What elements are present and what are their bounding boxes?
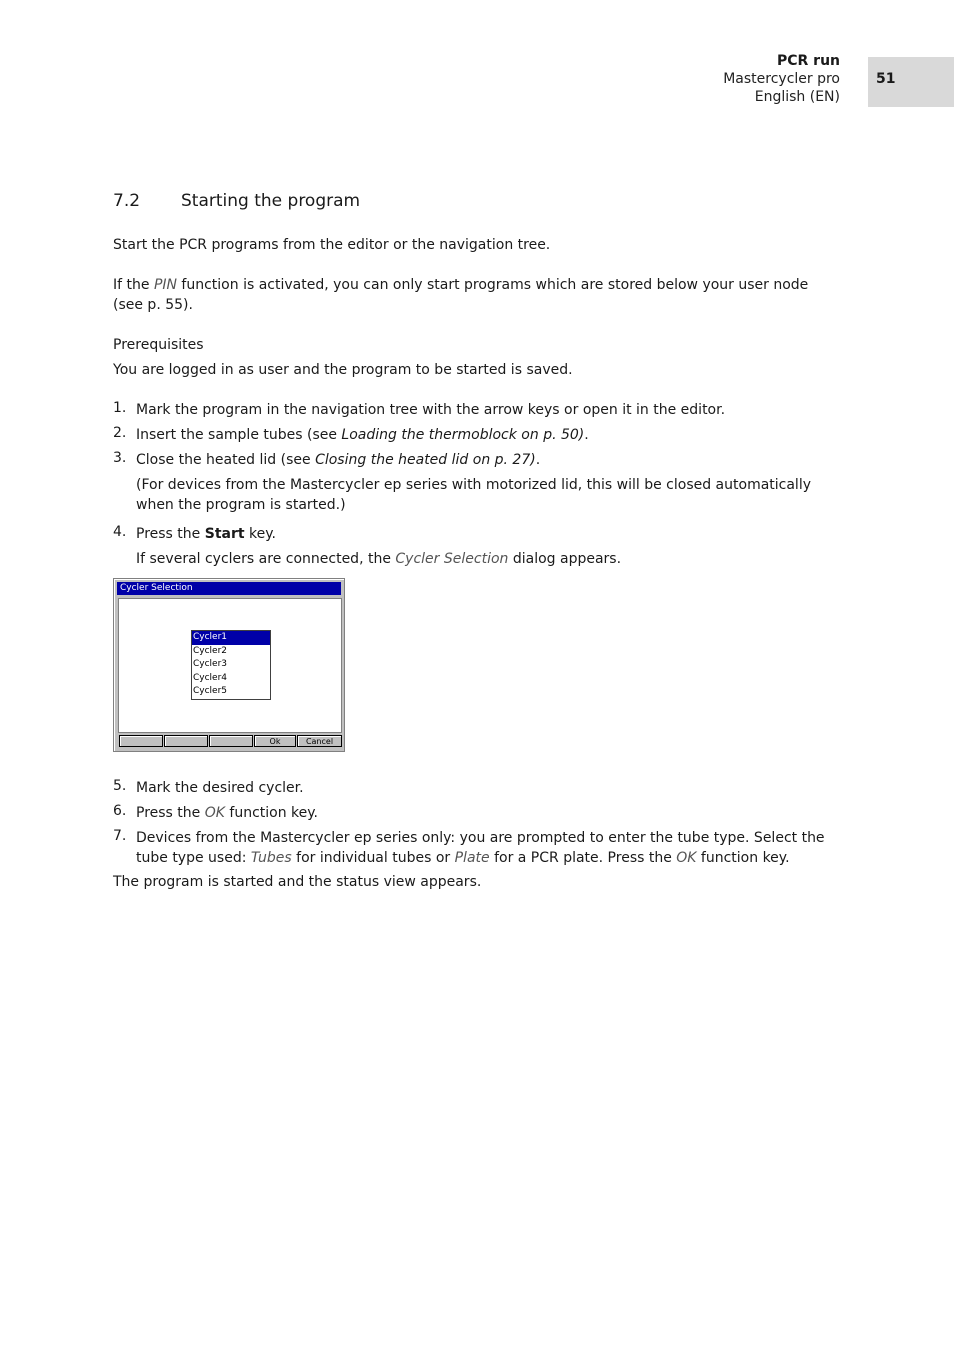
step-7-post: function key.	[696, 850, 790, 866]
cycler-list-item[interactable]: Cycler3	[193, 659, 228, 670]
cancel-button[interactable]: Cancel	[297, 735, 342, 747]
cycler-list-item[interactable]: Cycler1	[192, 631, 270, 645]
cycler-selection-term: Cycler Selection	[395, 551, 509, 567]
header-language: English (EN)	[754, 89, 840, 105]
header-product: Mastercycler pro	[723, 71, 840, 87]
cycler-list-item[interactable]: Cycler4	[193, 672, 228, 683]
step-4-text	[136, 524, 836, 544]
step-3-note: (For devices from the Mastercycler ep series with motorized lid, this will be closed automatically when the program is started.)	[136, 477, 812, 513]
ok-term: OK	[204, 805, 225, 821]
dialog-body	[118, 598, 342, 733]
step-1-number: 1.	[113, 400, 127, 416]
step-7-number: 7.	[113, 828, 127, 844]
step-7-text	[136, 828, 836, 868]
step-2-number: 2.	[113, 425, 127, 441]
cycler-list-item[interactable]: Cycler2	[193, 645, 228, 656]
step-3-post: .	[535, 452, 541, 468]
function-key-1[interactable]	[119, 735, 163, 747]
step-3-text	[136, 450, 836, 470]
plate-term: Plate	[454, 850, 490, 866]
page-number: 51	[876, 71, 896, 87]
step-6-pre: Press the	[136, 805, 205, 821]
section-number: 7.2	[113, 191, 141, 211]
step-3-number: 3.	[113, 450, 127, 466]
step-4-sub-post: dialog appears.	[508, 551, 622, 567]
step-4-pre: Press the	[136, 526, 205, 542]
step-3-link[interactable]: Closing the heated lid on p. 27)	[315, 452, 536, 468]
step-4-sub-pre: If several cyclers are connected, the	[136, 551, 396, 567]
header-chapter: PCR run	[776, 53, 840, 69]
step-7-mid2: for a PCR plate. Press the	[489, 850, 677, 866]
tubes-term: Tubes	[250, 850, 292, 866]
step-6-post: function key.	[224, 805, 318, 821]
pin-note-pre: If the	[113, 277, 154, 293]
function-key-2[interactable]	[164, 735, 208, 747]
intro-text: Start the PCR programs from the editor or the navigation tree.	[113, 237, 551, 253]
step-6-number: 6.	[113, 803, 127, 819]
cycler-selection-dialog	[113, 578, 345, 752]
pin-note-post: function is activated, you can only start programs which are stored below your user node (see p. 55).	[113, 277, 809, 313]
step-4-subtext	[136, 549, 836, 569]
step-6-text	[136, 803, 836, 823]
result-text: The program is started and the status view appears.	[113, 874, 482, 890]
step-7-pre: Devices from the Mastercycler ep series only: you are prompted to enter the tube type. Select the tube type used:	[136, 830, 825, 866]
prereq-heading: Prerequisites	[113, 337, 204, 353]
function-key-bar	[119, 735, 343, 748]
dialog-title-bar: Cycler Selection	[117, 582, 341, 595]
cycler-list[interactable]	[191, 630, 271, 700]
step-4-number: 4.	[113, 524, 127, 540]
step-4-post: key.	[244, 526, 276, 542]
step-1-text: Mark the program in the navigation tree with the arrow keys or open it in the editor.	[136, 402, 726, 418]
step-2-pre: Insert the sample tubes (see	[136, 427, 342, 443]
pin-term: PIN	[153, 277, 177, 293]
start-key-label: Start	[204, 526, 245, 542]
step-5-text: Mark the desired cycler.	[136, 780, 304, 796]
ok-button[interactable]: Ok	[254, 735, 296, 747]
pin-note	[113, 275, 838, 315]
step-3-pre: Close the heated lid (see	[136, 452, 316, 468]
step-5-number: 5.	[113, 778, 127, 794]
step-2-text	[136, 425, 836, 445]
prereq-text: You are logged in as user and the program to be started is saved.	[113, 362, 573, 378]
function-key-3[interactable]	[209, 735, 253, 747]
step-2-link[interactable]: Loading the thermoblock on p. 50)	[341, 427, 585, 443]
ok-term: OK	[676, 850, 697, 866]
section-title: Starting the program	[181, 191, 361, 211]
step-7-mid1: for individual tubes or	[291, 850, 455, 866]
step-2-post: .	[584, 427, 589, 443]
cycler-list-item[interactable]: Cycler5	[193, 686, 228, 697]
